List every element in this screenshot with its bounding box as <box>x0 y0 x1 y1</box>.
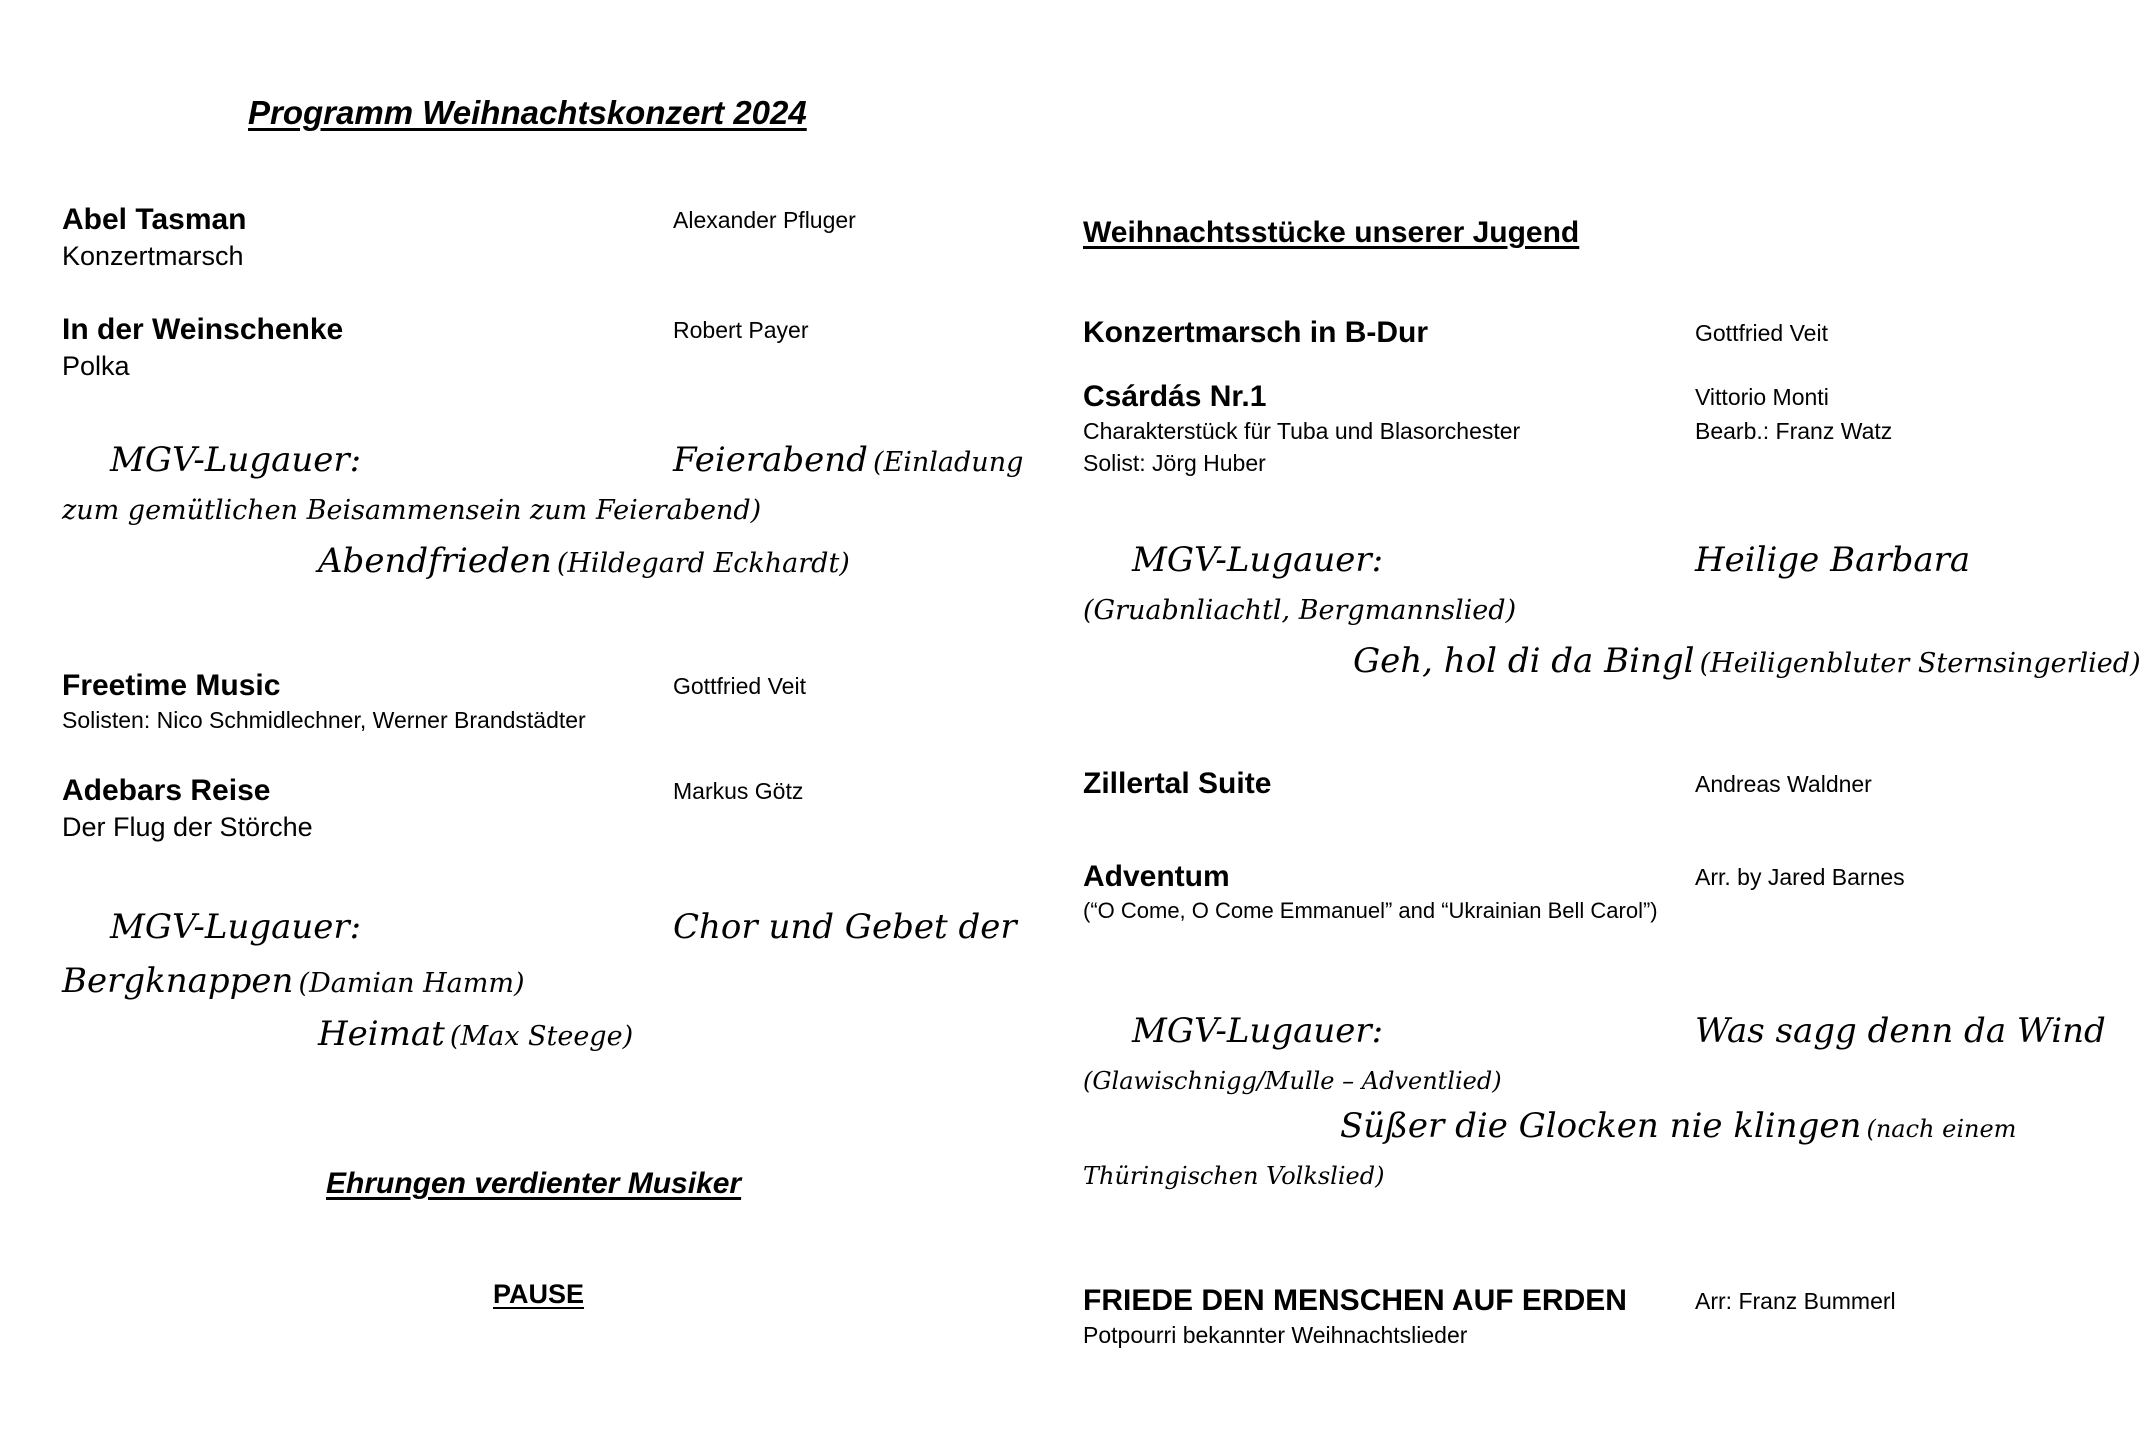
item-composer-konzertmarsch: Gottfried Veit <box>1695 320 1828 346</box>
item-title-weinschenke: In der Weinschenke <box>62 313 344 346</box>
item-subtitle-abel-tasman: Konzertmarsch <box>62 241 244 271</box>
item-composer-adebars: Markus Götz <box>673 778 804 804</box>
choir-song-title: Feierabend <box>673 440 868 480</box>
item-title-abel-tasman: Abel Tasman <box>62 203 247 236</box>
item-subtitle-friede: Potpourri bekannter Weihnachtslieder <box>1083 1322 1468 1348</box>
item-soloist-csardas: Solist: Jörg Huber <box>1083 450 1266 476</box>
choir-song-title: Heilige Barbara <box>1695 540 1971 580</box>
choir-song <box>318 1014 633 1054</box>
choir-song-title: Geh, hol di da Bingl <box>1353 641 1695 681</box>
choir-song-note: (nach einem <box>1866 1115 2017 1143</box>
choir-song <box>62 961 525 1001</box>
page-title: Programm Weihnachtskonzert 2024 <box>248 94 807 131</box>
item-title-friede: FRIEDE DEN MENSCHEN AUF ERDEN <box>1083 1284 1627 1317</box>
item-composer-abel-tasman: Alexander Pfluger <box>673 207 856 233</box>
item-composer-friede: Arr: Franz Bummerl <box>1695 1288 1896 1314</box>
item-title-csardas: Csárdás Nr.1 <box>1083 380 1267 413</box>
item-composer-freetime: Gottfried Veit <box>673 673 806 699</box>
item-subtitle-adventum: (“O Come, O Come Emmanuel” and “Ukrainian Bell Carol”) <box>1083 898 1658 923</box>
item-composer-adventum: Arr. by Jared Barnes <box>1695 864 1905 890</box>
choir-song-note: (Max Steege) <box>449 1021 634 1052</box>
choir-song <box>1353 641 2141 681</box>
choir-song-note: (Glawischnigg/Mulle – Adventlied) <box>1083 1067 1502 1095</box>
honors-heading: Ehrungen verdienter Musiker <box>326 1167 742 1200</box>
choir-song <box>318 541 850 581</box>
choir-song-title: Was sagg denn da Wind <box>1695 1011 2106 1051</box>
item-title-konzertmarsch: Konzertmarsch in B-Dur <box>1083 316 1429 349</box>
choir-label: MGV-Lugauer: <box>110 440 362 480</box>
item-composer-weinschenke: Robert Payer <box>673 317 809 343</box>
choir-song-note: (Damian Hamm) <box>298 968 525 999</box>
choir-song-note: (Einladung <box>873 447 1024 478</box>
item-subtitle-adebars: Der Flug der Störche <box>62 812 313 842</box>
choir-label: MGV-Lugauer: <box>110 907 362 947</box>
choir-label: MGV-Lugauer: <box>1132 540 1384 580</box>
section-title-youth: Weihnachtsstücke unserer Jugend <box>1083 216 1580 249</box>
choir-song-title: Bergknappen <box>62 961 294 1001</box>
choir-song-note: zum gemütlichen Beisammensein zum Feierabend) <box>62 495 762 526</box>
choir-song-title: Chor und Gebet der <box>673 907 1017 947</box>
choir-label: MGV-Lugauer: <box>1132 1011 1384 1051</box>
pause-heading: PAUSE <box>493 1279 585 1309</box>
item-composer-zillertal: Andreas Waldner <box>1695 771 1872 797</box>
choir-song-note: (Hildegard Eckhardt) <box>556 548 850 579</box>
item-composer-csardas: Vittorio Monti <box>1695 384 1829 410</box>
item-subtitle-freetime: Solisten: Nico Schmidlechner, Werner Brandstädter <box>62 707 586 733</box>
item-subtitle-weinschenke: Polka <box>62 351 130 381</box>
item-title-adventum: Adventum <box>1083 860 1230 893</box>
item-arranger-csardas: Bearb.: Franz Watz <box>1695 418 1893 444</box>
choir-song <box>673 440 1023 480</box>
choir-song-note: Thüringischen Volkslied) <box>1083 1162 1385 1190</box>
item-title-adebars: Adebars Reise <box>62 774 271 807</box>
item-title-zillertal: Zillertal Suite <box>1083 767 1272 800</box>
item-subtitle-csardas: Charakterstück für Tuba und Blasorchester <box>1083 418 1521 444</box>
choir-song-note: (Gruabnliachtl, Bergmannslied) <box>1083 595 1517 626</box>
choir-song-title: Heimat <box>318 1014 445 1054</box>
choir-song-title: Süßer die Glocken nie klingen <box>1340 1106 1862 1146</box>
choir-song-title: Abendfrieden <box>318 541 552 581</box>
choir-song <box>1340 1106 2016 1146</box>
choir-song-note: (Heiligenbluter Sternsingerlied) <box>1699 648 2141 679</box>
item-title-freetime: Freetime Music <box>62 669 281 702</box>
